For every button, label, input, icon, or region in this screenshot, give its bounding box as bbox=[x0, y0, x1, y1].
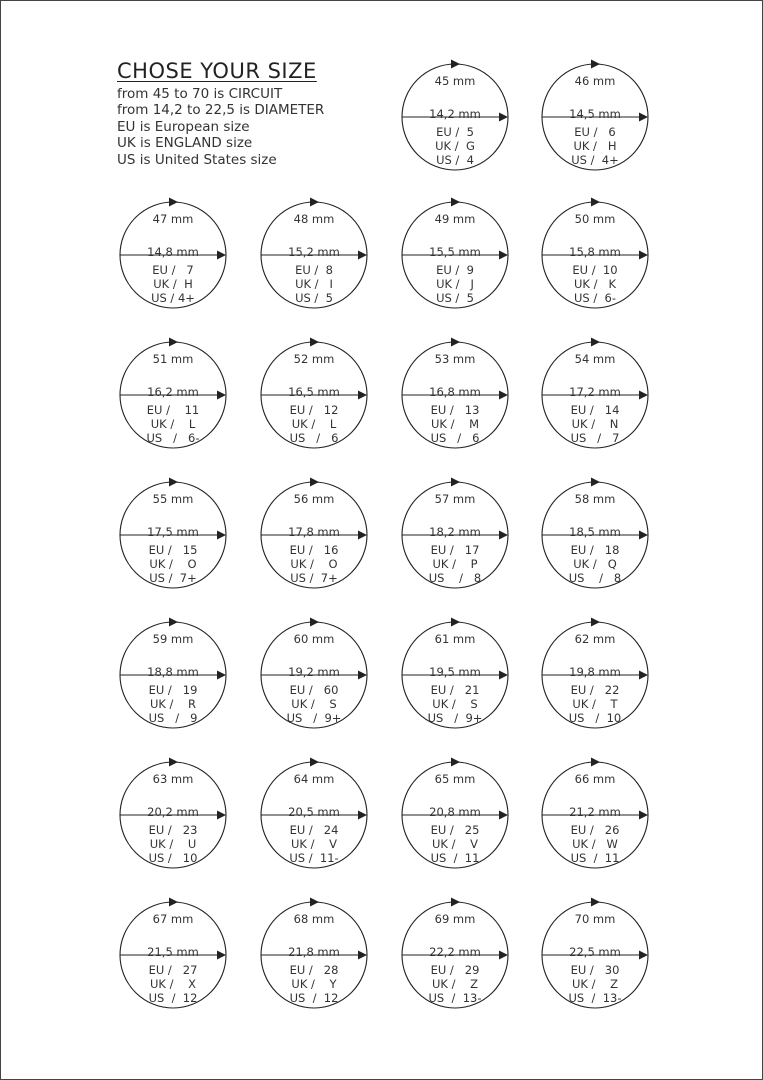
ring-diameter-label: 19,5 mm bbox=[429, 665, 481, 679]
ring-circuit-label: 69 mm bbox=[434, 912, 476, 926]
ring-uk-size: UK / T bbox=[572, 697, 618, 711]
ring-size-cell bbox=[401, 761, 509, 869]
ring-diameter-label: 18,5 mm bbox=[569, 525, 621, 539]
circuit-arrow-icon bbox=[169, 478, 178, 487]
ring-eu-size: EU / 14 bbox=[570, 403, 620, 417]
ring-us-size: US / 6 bbox=[430, 431, 480, 445]
legend-line-uk: UK is ENGLAND size bbox=[117, 135, 253, 152]
ring-circuit-label: 60 mm bbox=[293, 632, 335, 646]
ring-diameter-label: 22,5 mm bbox=[569, 945, 621, 959]
ring-uk-size: UK / Z bbox=[432, 977, 478, 991]
ring-us-size: US / 13- bbox=[568, 991, 622, 1005]
ring-circuit-label: 58 mm bbox=[574, 492, 616, 506]
circuit-arrow-icon bbox=[451, 478, 460, 487]
ring-diameter-label: 17,5 mm bbox=[147, 525, 199, 539]
ring-diameter-label: 21,2 mm bbox=[569, 805, 621, 819]
ring-diameter-label: 17,2 mm bbox=[569, 385, 621, 399]
circuit-arrow-icon bbox=[451, 758, 460, 767]
ring-eu-size: EU / 23 bbox=[148, 823, 198, 837]
legend-line-diameter: from 14,2 to 22,5 is DIAMETER bbox=[117, 102, 325, 119]
ring-us-size: US / 4+ bbox=[151, 291, 195, 305]
ring-uk-size: UK / S bbox=[432, 697, 478, 711]
ring-diameter-label: 16,5 mm bbox=[288, 385, 340, 399]
ring-circuit-label: 57 mm bbox=[434, 492, 476, 506]
ring-size-cell bbox=[119, 201, 227, 309]
ring-size-cell bbox=[119, 621, 227, 729]
circuit-arrow-icon bbox=[310, 618, 319, 627]
ring-circuit-label: 52 mm bbox=[293, 352, 335, 366]
ring-circuit-label: 50 mm bbox=[574, 212, 616, 226]
ring-size-cell bbox=[401, 901, 509, 1009]
ring-us-size: US / 10 bbox=[568, 711, 622, 725]
circuit-arrow-icon bbox=[169, 338, 178, 347]
ring-eu-size: EU / 11 bbox=[146, 403, 200, 417]
ring-circuit-label: 54 mm bbox=[574, 352, 616, 366]
ring-us-size: US / 7 bbox=[570, 431, 620, 445]
ring-us-size: US / 12 bbox=[148, 991, 198, 1005]
ring-uk-size: UK / H bbox=[573, 139, 617, 153]
ring-diameter-label: 21,8 mm bbox=[288, 945, 340, 959]
ring-size-cell bbox=[260, 901, 368, 1009]
circuit-arrow-icon bbox=[591, 60, 600, 69]
ring-us-size: US / 11- bbox=[289, 851, 339, 865]
legend bbox=[117, 59, 324, 168]
ring-us-size: US / 12 bbox=[289, 991, 339, 1005]
ring-us-size: US / 6- bbox=[573, 291, 617, 305]
ring-uk-size: UK / Y bbox=[291, 977, 337, 991]
ring-size-cell bbox=[541, 621, 649, 729]
ring-diameter-label: 20,2 mm bbox=[147, 805, 199, 819]
ring-uk-size: UK / K bbox=[574, 277, 616, 291]
ring-us-size: US / 5 bbox=[436, 291, 474, 305]
ring-size-cell bbox=[401, 63, 509, 171]
ring-circuit-label: 48 mm bbox=[293, 212, 335, 226]
ring-diameter-label: 15,5 mm bbox=[429, 245, 481, 259]
ring-eu-size: EU / 16 bbox=[289, 543, 339, 557]
circuit-arrow-icon bbox=[591, 618, 600, 627]
circuit-arrow-icon bbox=[310, 338, 319, 347]
circuit-arrow-icon bbox=[169, 758, 178, 767]
ring-eu-size: EU / 12 bbox=[289, 403, 339, 417]
ring-circuit-label: 63 mm bbox=[152, 772, 194, 786]
circuit-arrow-icon bbox=[310, 898, 319, 907]
ring-diameter-label: 15,8 mm bbox=[569, 245, 621, 259]
ring-us-size: US / 9+ bbox=[286, 711, 342, 725]
legend-line-eu: EU is European size bbox=[117, 118, 250, 135]
ring-circuit-label: 67 mm bbox=[152, 912, 194, 926]
ring-eu-size: EU / 30 bbox=[570, 963, 620, 977]
ring-eu-size: EU / 60 bbox=[289, 683, 339, 697]
ring-eu-size: EU / 27 bbox=[148, 963, 198, 977]
ring-size-cell bbox=[541, 481, 649, 589]
ring-size-cell bbox=[401, 341, 509, 449]
ring-circuit-label: 62 mm bbox=[574, 632, 616, 646]
ring-us-size: US / 8 bbox=[568, 571, 622, 585]
ring-size-cell bbox=[119, 341, 227, 449]
ring-size-cell bbox=[541, 201, 649, 309]
ring-diameter-label: 18,2 mm bbox=[429, 525, 481, 539]
circuit-arrow-icon bbox=[169, 898, 178, 907]
ring-us-size: US / 5 bbox=[295, 291, 333, 305]
ring-eu-size: EU / 22 bbox=[570, 683, 620, 697]
ring-circuit-label: 45 mm bbox=[434, 74, 476, 88]
ring-uk-size: UK / V bbox=[291, 837, 337, 851]
ring-size-cell bbox=[541, 761, 649, 869]
ring-us-size: US / 10 bbox=[148, 851, 198, 865]
ring-uk-size: UK / O bbox=[290, 557, 338, 571]
ring-circuit-label: 64 mm bbox=[293, 772, 335, 786]
circuit-arrow-icon bbox=[591, 758, 600, 767]
ring-us-size: US / 11 bbox=[570, 851, 620, 865]
circuit-arrow-icon bbox=[451, 898, 460, 907]
circuit-arrow-icon bbox=[310, 758, 319, 767]
circuit-arrow-icon bbox=[169, 198, 178, 207]
ring-uk-size: UK / J bbox=[436, 277, 474, 291]
ring-uk-size: UK / N bbox=[571, 417, 619, 431]
ring-circuit-label: 70 mm bbox=[574, 912, 616, 926]
ring-diameter-label: 17,8 mm bbox=[288, 525, 340, 539]
page-title: CHOSE YOUR SIZE bbox=[117, 59, 317, 83]
ring-uk-size: UK / X bbox=[150, 977, 196, 991]
ring-us-size: US / 4 bbox=[436, 153, 474, 167]
ring-uk-size: UK / H bbox=[153, 277, 193, 291]
ring-circuit-label: 55 mm bbox=[152, 492, 194, 506]
circuit-arrow-icon bbox=[591, 898, 600, 907]
ring-circuit-label: 47 mm bbox=[152, 212, 194, 226]
ring-eu-size: EU / 19 bbox=[148, 683, 198, 697]
ring-diameter-label: 14,8 mm bbox=[147, 245, 199, 259]
ring-us-size: US / 4+ bbox=[571, 153, 619, 167]
ring-eu-size: EU / 10 bbox=[572, 263, 618, 277]
circuit-arrow-icon bbox=[591, 478, 600, 487]
ring-diameter-label: 20,5 mm bbox=[288, 805, 340, 819]
ring-eu-size: EU / 15 bbox=[148, 543, 198, 557]
ring-us-size: US / 11 bbox=[430, 851, 480, 865]
ring-circuit-label: 65 mm bbox=[434, 772, 476, 786]
ring-eu-size: EU / 28 bbox=[289, 963, 339, 977]
ring-diameter-label: 18,8 mm bbox=[147, 665, 199, 679]
ring-size-cell bbox=[541, 901, 649, 1009]
ring-uk-size: UK / L bbox=[150, 417, 196, 431]
ring-diameter-label: 14,5 mm bbox=[569, 107, 621, 121]
ring-diameter-label: 16,8 mm bbox=[429, 385, 481, 399]
ring-us-size: US / 6- bbox=[146, 431, 200, 445]
ring-eu-size: EU / 21 bbox=[430, 683, 480, 697]
ring-uk-size: UK / O bbox=[149, 557, 197, 571]
circuit-arrow-icon bbox=[451, 198, 460, 207]
ring-size-cell bbox=[401, 621, 509, 729]
ring-uk-size: UK / I bbox=[295, 277, 333, 291]
ring-circuit-label: 68 mm bbox=[293, 912, 335, 926]
ring-size-cell bbox=[260, 761, 368, 869]
circuit-arrow-icon bbox=[451, 338, 460, 347]
ring-diameter-label: 20,8 mm bbox=[429, 805, 481, 819]
ring-us-size: US / 9+ bbox=[427, 711, 483, 725]
ring-size-cell bbox=[260, 341, 368, 449]
ring-diameter-label: 22,2 mm bbox=[429, 945, 481, 959]
circuit-arrow-icon bbox=[451, 60, 460, 69]
circuit-arrow-icon bbox=[591, 198, 600, 207]
ring-circuit-label: 59 mm bbox=[152, 632, 194, 646]
ring-us-size: US / 8 bbox=[428, 571, 482, 585]
ring-eu-size: EU / 7 bbox=[152, 263, 194, 277]
ring-eu-size: EU / 24 bbox=[289, 823, 339, 837]
ring-diameter-label: 21,5 mm bbox=[147, 945, 199, 959]
ring-uk-size: UK / R bbox=[149, 697, 197, 711]
ring-circuit-label: 56 mm bbox=[293, 492, 335, 506]
ring-eu-size: EU / 26 bbox=[570, 823, 620, 837]
ring-us-size: US / 6 bbox=[289, 431, 339, 445]
ring-size-cell bbox=[119, 481, 227, 589]
ring-circuit-label: 66 mm bbox=[574, 772, 616, 786]
ring-eu-size: EU / 25 bbox=[430, 823, 480, 837]
circuit-arrow-icon bbox=[451, 618, 460, 627]
ring-uk-size: UK / P bbox=[432, 557, 478, 571]
ring-us-size: US / 7+ bbox=[290, 571, 338, 585]
circuit-arrow-icon bbox=[310, 478, 319, 487]
ring-size-cell bbox=[119, 901, 227, 1009]
ring-eu-size: EU / 9 bbox=[436, 263, 474, 277]
ring-eu-size: EU / 18 bbox=[570, 543, 620, 557]
ring-eu-size: EU / 29 bbox=[430, 963, 480, 977]
ring-uk-size: UK / L bbox=[291, 417, 337, 431]
ring-uk-size: UK / V bbox=[432, 837, 478, 851]
ring-uk-size: UK / Z bbox=[572, 977, 618, 991]
ring-diameter-label: 16,2 mm bbox=[147, 385, 199, 399]
ring-size-cell bbox=[260, 201, 368, 309]
ring-circuit-label: 49 mm bbox=[434, 212, 476, 226]
circuit-arrow-icon bbox=[591, 338, 600, 347]
ring-us-size: US / 7+ bbox=[149, 571, 197, 585]
legend-line-circuit: from 45 to 70 is CIRCUIT bbox=[117, 86, 283, 102]
ring-uk-size: UK / Q bbox=[573, 557, 617, 571]
ring-eu-size: EU / 6 bbox=[574, 125, 616, 139]
ring-size-cell bbox=[260, 621, 368, 729]
ring-size-cell bbox=[401, 201, 509, 309]
ring-us-size: US / 13- bbox=[428, 991, 482, 1005]
ring-size-cell bbox=[541, 63, 649, 171]
ring-size-cell bbox=[260, 481, 368, 589]
ring-uk-size: UK / U bbox=[149, 837, 197, 851]
ring-diameter-label: 15,2 mm bbox=[288, 245, 340, 259]
circuit-arrow-icon bbox=[169, 618, 178, 627]
ring-size-cell bbox=[401, 481, 509, 589]
ring-eu-size: EU / 5 bbox=[436, 125, 474, 139]
ring-circuit-label: 53 mm bbox=[434, 352, 476, 366]
ring-uk-size: UK / M bbox=[430, 417, 480, 431]
ring-eu-size: EU / 8 bbox=[295, 263, 333, 277]
ring-diameter-label: 14,2 mm bbox=[429, 107, 481, 121]
ring-uk-size: UK / W bbox=[572, 837, 618, 851]
ring-circuit-label: 51 mm bbox=[152, 352, 194, 366]
ring-size-cell bbox=[541, 341, 649, 449]
ring-diameter-label: 19,2 mm bbox=[288, 665, 340, 679]
ring-circuit-label: 46 mm bbox=[574, 74, 616, 88]
legend-line-us: US is United States size bbox=[117, 151, 277, 168]
ring-size-cell bbox=[119, 761, 227, 869]
ring-uk-size: UK / S bbox=[291, 697, 337, 711]
ring-diameter-label: 19,8 mm bbox=[569, 665, 621, 679]
ring-circuit-label: 61 mm bbox=[434, 632, 476, 646]
ring-eu-size: EU / 17 bbox=[430, 543, 480, 557]
ring-uk-size: UK / G bbox=[435, 139, 475, 153]
ring-eu-size: EU / 13 bbox=[430, 403, 480, 417]
ring-us-size: US / 9 bbox=[148, 711, 198, 725]
circuit-arrow-icon bbox=[310, 198, 319, 207]
